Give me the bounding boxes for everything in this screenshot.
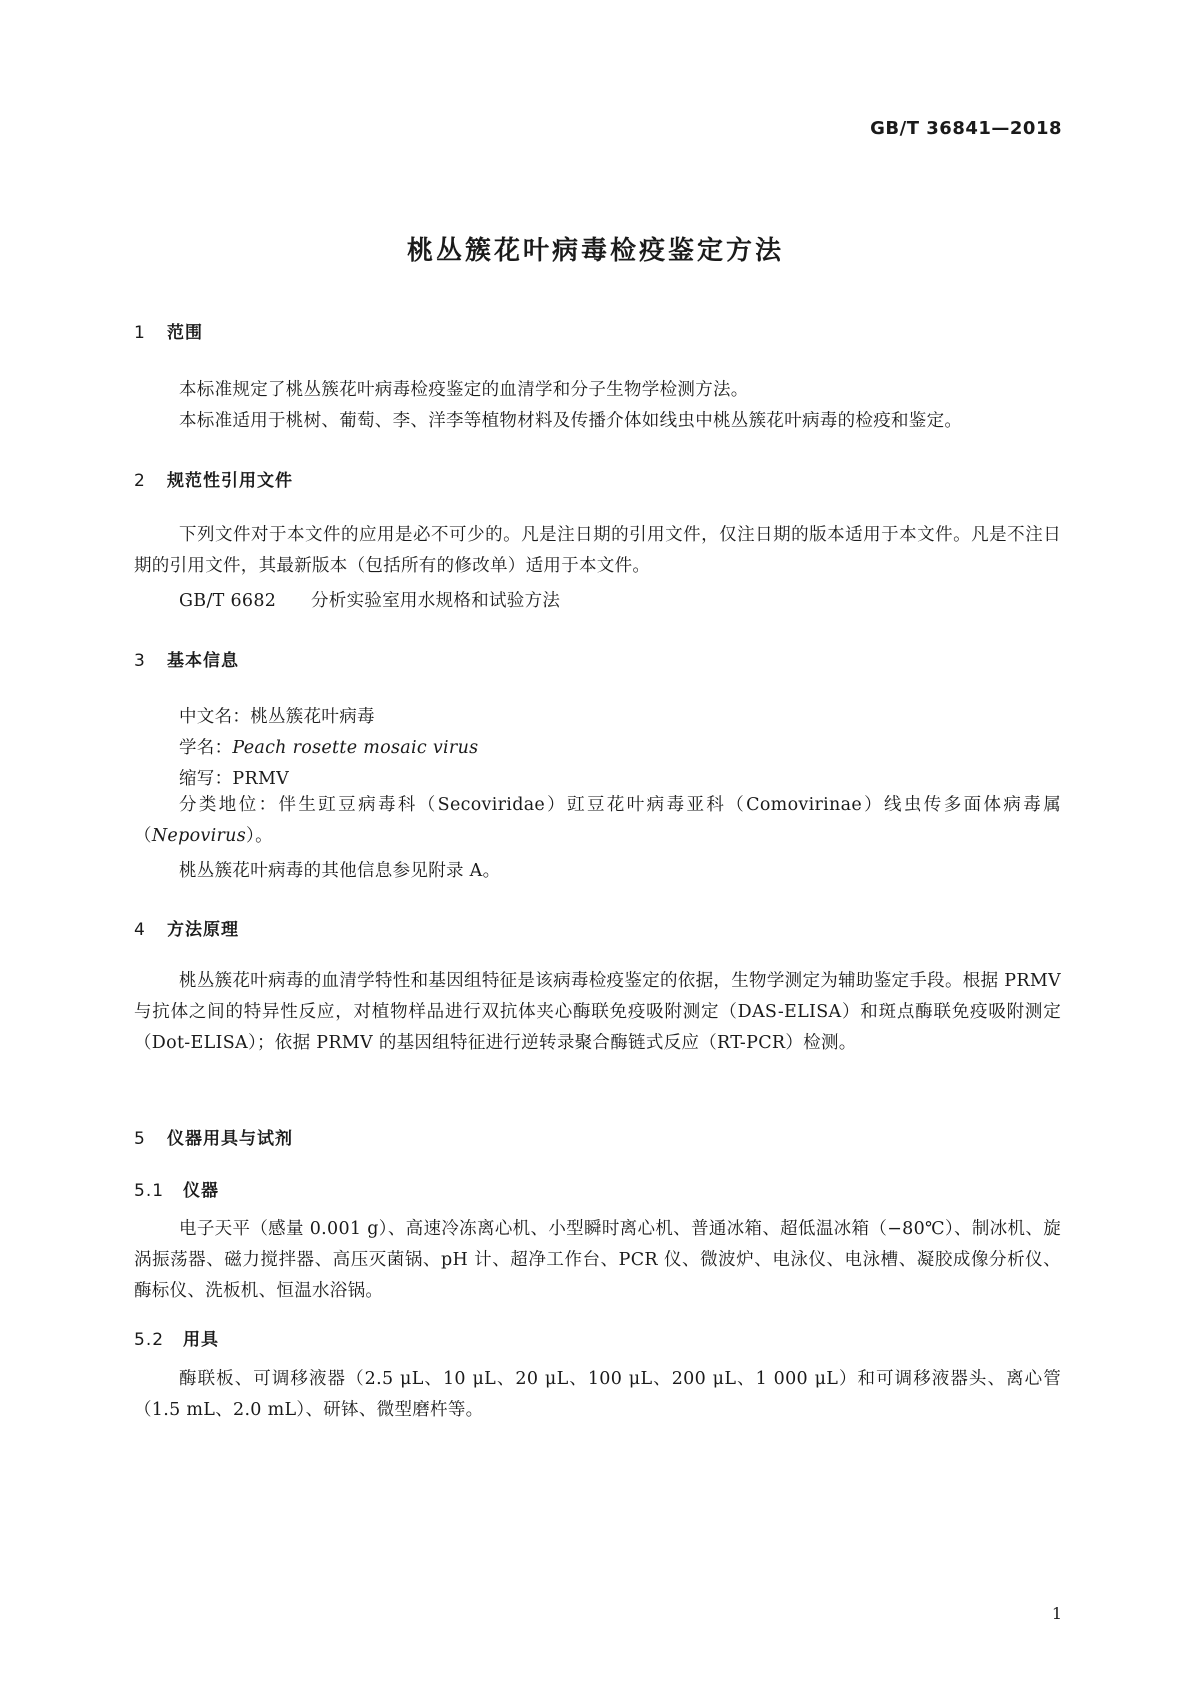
section-title: 规范性引用文件 [167, 471, 293, 491]
section-title: 仪器 [183, 1181, 219, 1201]
section-title: 用具 [183, 1330, 219, 1350]
standard-code: GB/T 36841—2018 [870, 118, 1062, 139]
classification-end: ）。 [246, 826, 273, 846]
reference-title: 分析实验室用水规格和试验方法 [311, 591, 561, 611]
normative-reference [179, 587, 560, 612]
abbreviation: 缩写：PRMV [179, 769, 290, 789]
paragraph: 下列文件对于本文件的应用是必不可少的。凡是注日期的引用文件，仅注日期的版本适用于本文件。凡是不注日期的引用文件，其最新版本（包括所有的修改单）适用于本文件。 [134, 525, 1061, 576]
section-title: 基本信息 [167, 651, 239, 671]
section-number: 2 [134, 471, 146, 491]
other-info: 桃丛簇花叶病毒的其他信息参见附录 A。 [179, 861, 501, 881]
scientific-name-value: Peach rosette mosaic virus [232, 738, 479, 758]
classification-text: 分类地位：伴生豇豆病毒科（Secoviridae）豇豆花叶病毒亚科（Comovirinae）线虫传多面体病毒属（ [134, 795, 1061, 846]
section-1-heading [134, 318, 203, 343]
section-number: 5.2 [134, 1330, 165, 1350]
section-4-heading [134, 915, 239, 940]
section-title: 仪器用具与试剂 [167, 1129, 293, 1149]
section-5-2-heading [134, 1325, 219, 1350]
paragraph: 本标准规定了桃丛簇花叶病毒检疫鉴定的血清学和分子生物学检测方法。 [179, 380, 749, 400]
paragraph: 电子天平（感量 0.001 g）、高速冷冻离心机、小型瞬时离心机、普通冰箱、超低温冰箱（−80℃）、制冰机、旋涡振荡器、磁力搅拌器、高压灭菌锅、pH 计、超净工作台、PCR 仪、微波炉、电泳仪、电泳槽、凝胶成像分析仪、酶标仪、洗板机、恒温水浴锅。 [134, 1219, 1061, 1301]
section-title: 范围 [167, 323, 203, 343]
section-title: 方法原理 [167, 920, 239, 940]
reference-code: GB/T 6682 [179, 591, 277, 611]
classification [134, 790, 1061, 852]
paragraph: 本标准适用于桃树、葡萄、李、洋李等植物材料及传播介体如线虫中桃丛簇花叶病毒的检疫和鉴定。 [179, 411, 963, 431]
scientific-name-label: 学名： [179, 738, 233, 758]
section-3-heading [134, 646, 239, 671]
paragraph: 酶联板、可调移液器（2.5 μL、10 μL、20 μL、100 μL、200 μL、1 000 μL）和可调移液器头、离心管（1.5 mL、2.0 mL）、研钵、微型磨杵等。 [134, 1369, 1061, 1420]
section-5-1-heading [134, 1176, 219, 1201]
section-number: 1 [134, 323, 146, 343]
page-number: 1 [1051, 1604, 1062, 1623]
section-number: 5.1 [134, 1181, 165, 1201]
section-5-heading [134, 1124, 293, 1149]
section-number: 5 [134, 1129, 146, 1149]
genus-name: Nepovirus [151, 826, 247, 846]
section-2-heading [134, 466, 293, 491]
section-number: 3 [134, 651, 146, 671]
chinese-name: 中文名：桃丛簇花叶病毒 [179, 707, 375, 727]
document-title: 桃丛簇花叶病毒检疫鉴定方法 [406, 236, 784, 266]
scientific-name [179, 734, 478, 759]
paragraph: 桃丛簇花叶病毒的血清学特性和基因组特征是该病毒检疫鉴定的依据，生物学测定为辅助鉴定手段。根据 PRMV 与抗体之间的特异性反应，对植物样品进行双抗体夹心酶联免疫吸附测定（DAS-ELISA）和斑点酶联免疫吸附测定（Dot-ELISA）；依据 PRMV 的基因组特征进行逆转录聚合酶链式反应（RT-PCR）检测。 [134, 971, 1061, 1053]
section-number: 4 [134, 920, 146, 940]
